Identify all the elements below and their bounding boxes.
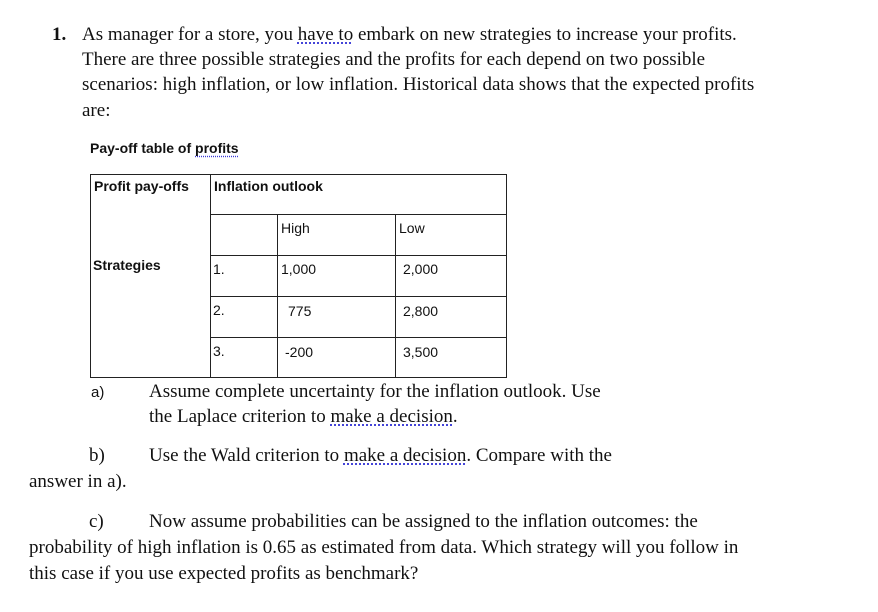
column-high: High xyxy=(281,220,310,236)
question-number: 1. xyxy=(52,24,67,45)
payoff-high: 775 xyxy=(288,303,312,319)
table-hline-2 xyxy=(210,255,506,256)
table-vline-low xyxy=(395,214,396,378)
part-a-text: the Laplace criterion to xyxy=(149,406,331,427)
part-b-text: Use the Wald criterion to xyxy=(149,445,344,466)
table-caption xyxy=(90,140,239,156)
part-a-line-1: Assume complete uncertainty for the inflation outlook. Use xyxy=(149,381,601,402)
strategy-number: 2. xyxy=(213,302,225,318)
table-vline-high xyxy=(277,214,278,378)
table-border-left xyxy=(90,174,91,378)
question-line-4: are: xyxy=(82,100,111,121)
payoff-low: 2,800 xyxy=(403,303,439,319)
strategy-number: 3. xyxy=(213,343,225,359)
table-divider-left xyxy=(210,174,211,378)
part-c-line-1: Now assume probabilities can be assigned to the inflation outcomes: the xyxy=(149,511,698,532)
table-border-right xyxy=(506,174,507,378)
part-b-underlined: make a decision xyxy=(343,445,467,466)
payoff-high: 1,000 xyxy=(281,261,317,277)
table-border-top xyxy=(90,174,506,175)
table-hline-1 xyxy=(210,214,506,215)
question-text: embark on new strategies to increase your profits. xyxy=(353,24,737,45)
part-b-line-1 xyxy=(149,445,612,467)
question-text: As manager for a store, you xyxy=(82,24,298,45)
part-b-text: . Compare with the xyxy=(466,445,612,466)
strategy-number: 1. xyxy=(213,261,225,277)
question-line-3: scenarios: high inflation, or low inflation. Historical data shows that the expected profits xyxy=(82,74,755,95)
part-b-label: b) xyxy=(89,445,105,466)
part-b-line-2: answer in a). xyxy=(29,471,127,492)
question-underlined-text: have to xyxy=(297,24,354,45)
header-profit-payoffs: Profit pay-offs xyxy=(94,178,189,194)
header-inflation-outlook: Inflation outlook xyxy=(214,178,323,194)
table-caption-underlined: profits xyxy=(195,140,239,156)
payoff-low: 3,500 xyxy=(403,344,439,360)
part-a-line-2 xyxy=(149,406,458,428)
part-c-label: c) xyxy=(89,511,104,532)
part-a-label: a) xyxy=(91,384,105,401)
part-a-text: . xyxy=(452,406,458,427)
question-line-2: There are three possible strategies and the profits for each depend on two possible xyxy=(82,49,706,70)
column-low: Low xyxy=(399,220,425,236)
question-line-1 xyxy=(82,24,737,46)
part-c-line-3: this case if you use expected profits as benchmark? xyxy=(29,563,419,584)
part-a-underlined: make a decision xyxy=(330,406,453,427)
table-hline-3 xyxy=(210,296,506,297)
payoff-high: -200 xyxy=(285,344,314,360)
table-border-bottom xyxy=(90,377,506,378)
payoff-low: 2,000 xyxy=(403,261,439,277)
table-caption-text: Pay-off table of xyxy=(90,140,196,156)
part-c-line-2: probability of high inflation is 0.65 as estimated from data. Which strategy will you follow in xyxy=(29,537,739,558)
row-label-strategies: Strategies xyxy=(93,257,161,273)
table-hline-4 xyxy=(210,337,506,338)
